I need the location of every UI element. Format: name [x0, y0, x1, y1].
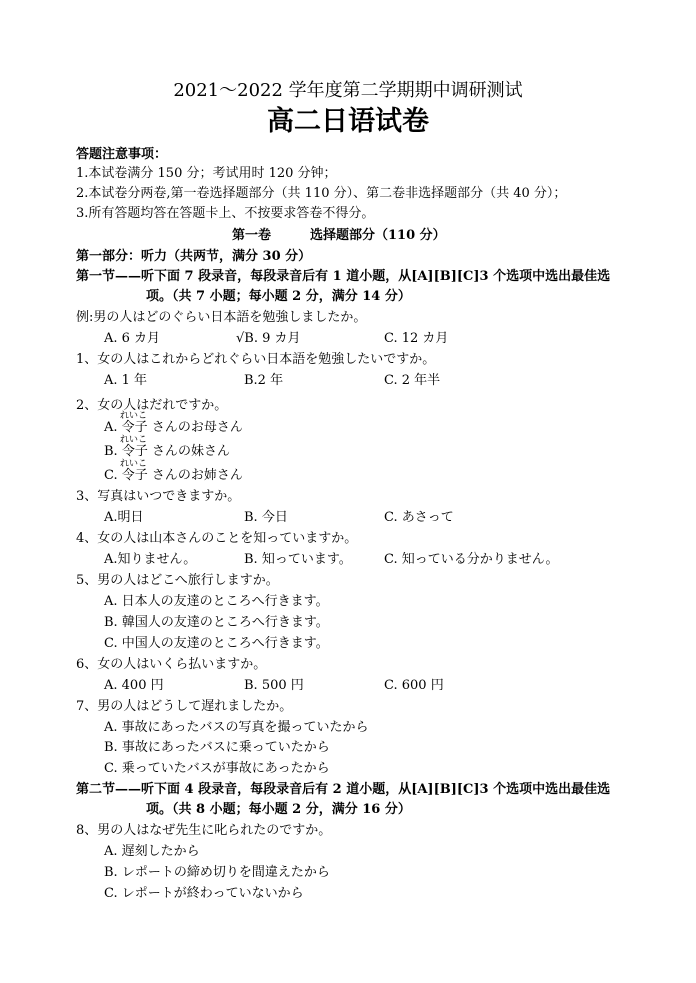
example-option-a: A. 6 カ月: [104, 331, 161, 346]
q4-question: 4、女の人は山本さんのことを知っていますか。: [76, 531, 358, 546]
volume-name: 选择题部分（110 分）: [310, 228, 446, 243]
q3-option-a: A.明日: [104, 510, 144, 525]
q6-question: 6、女の人はいくら払いますか。: [76, 657, 267, 672]
notice-item-3: 3.所有答题均答在答题卡上、不按要求答卷不得分。: [76, 206, 375, 221]
q2-option-b-name: 令子: [121, 444, 148, 459]
q2-option-c: [104, 468, 243, 484]
q5-option-b: B. 韓国人の友達のところへ行きます。: [104, 615, 329, 630]
q2-option-c-rest: さんのお姉さん: [151, 468, 243, 483]
notice-heading: 答题注意事项：: [76, 147, 168, 162]
q7-option-a: A. 事故にあったバスの写真を撮っていたから: [104, 720, 369, 735]
q2-option-b: [104, 444, 230, 460]
example-option-b: √B. 9 カ月: [236, 331, 301, 346]
volume-label: 第一卷: [232, 228, 272, 243]
q5-option-c: C. 中国人の友達のところへ行きます。: [104, 636, 329, 651]
q6-option-a: A. 400 円: [104, 678, 164, 693]
q6-option-b: B. 500 円: [244, 678, 304, 693]
q1-question: 1、女の人はこれからどれぐらい日本語を勉強したいですか。: [76, 352, 436, 367]
q2-question: 2、女の人はだれですか。: [76, 398, 228, 413]
q8-option-a: A. 遅刻したから: [104, 844, 200, 859]
q2-option-b-rest: さんの妹さん: [151, 444, 230, 459]
q5-question: 5、男の人はどこへ旅行しますか。: [76, 573, 279, 588]
notice-item-2: 2.本试卷分两卷,第一卷选择题部分（共 110 分）、第二卷非选择题部分（共 40 分）；: [76, 186, 567, 201]
q1-option-b: B.2 年: [244, 373, 284, 388]
q4-option-a: A.知りません。: [104, 552, 197, 567]
exam-title: 2021～2022 学年度第二学期期中调研测试: [173, 80, 523, 101]
q2-ruby-c: れいこ: [120, 459, 148, 469]
q8-question: 8、男の人はなぜ先生に叱られたのですか。: [76, 823, 332, 838]
q7-option-c: C. 乗っていたバスが事故にあったから: [104, 761, 330, 776]
q5-option-a: A. 日本人の友達のところへ行きます。: [104, 594, 329, 609]
q2-option-a: [104, 420, 243, 436]
q2-option-a-name: 令子: [121, 420, 148, 435]
q2-option-a-prefix: A.: [104, 420, 118, 435]
q4-option-c: C. 知っている分かりません。: [384, 552, 559, 567]
q2-option-b-prefix: B.: [104, 444, 118, 459]
example-question: 例:男の人はどのぐらい日本語を勉強しましたか。: [76, 310, 367, 325]
q6-option-c: C. 600 円: [384, 678, 444, 693]
q8-option-b: B. レポートの締め切りを間違えたから: [104, 865, 330, 880]
notice-item-1: 1.本试卷满分 150 分；考试用时 120 分钟；: [76, 166, 337, 181]
q1-option-a: A. 1 年: [104, 373, 148, 388]
q3-option-b: B. 今日: [244, 510, 288, 525]
q2-ruby-b: れいこ: [120, 435, 148, 445]
q3-option-c: C. あさって: [384, 510, 454, 525]
q2-option-c-prefix: C.: [104, 468, 118, 483]
section2-line2: 项。（共 8 小题；每小题 2 分，满分 16 分）: [146, 802, 411, 817]
q2-ruby-a: れいこ: [120, 411, 148, 421]
q7-question: 7、男の人はどうして遅れましたか。: [76, 699, 293, 714]
q8-option-c: C. レポートが終わっていないから: [104, 886, 304, 901]
section1-line2: 项。（共 7 小题；每小题 2 分，满分 14 分）: [146, 289, 411, 304]
section2-line1: 第二节——听下面 4 段录音，每段录音后有 2 道小题，从[A][B][C]3 个选项中选出最佳选: [76, 782, 611, 797]
q1-option-c: C. 2 年半: [384, 373, 441, 388]
q2-option-a-rest: さんのお母さん: [151, 420, 243, 435]
q4-option-b: B. 知っています。: [244, 552, 352, 567]
exam-subtitle: 高二日语试卷: [267, 106, 429, 137]
section1-line1: 第一节——听下面 7 段录音，每段录音后有 1 道小题，从[A][B][C]3 个选项中选出最佳选: [76, 269, 611, 284]
part1-heading: 第一部分：听力（共两节，满分 30 分）: [76, 249, 312, 264]
q2-option-c-name: 令子: [121, 468, 148, 483]
example-option-c: C. 12 カ月: [384, 331, 449, 346]
q3-question: 3、写真はいつできますか。: [76, 489, 241, 504]
q7-option-b: B. 事故にあったバスに乗っていたから: [104, 740, 330, 755]
